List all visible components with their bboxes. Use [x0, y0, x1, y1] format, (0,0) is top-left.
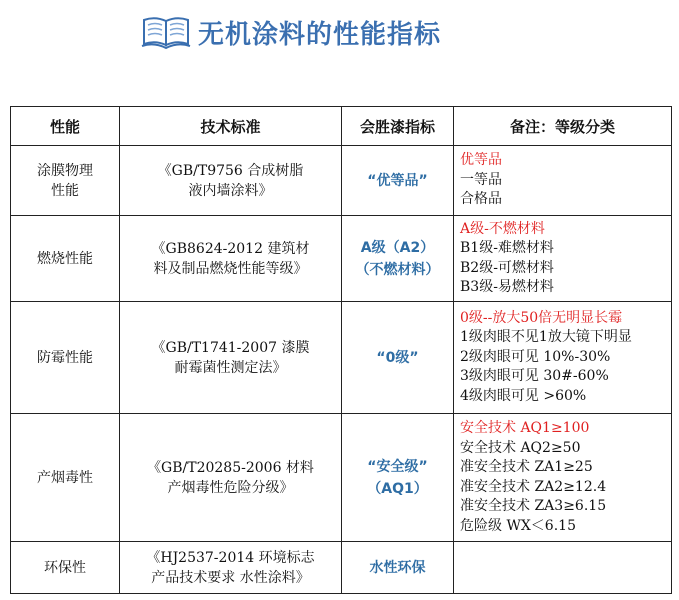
grade-item: 3级肉眼可见 30#-60% — [460, 368, 609, 385]
grade-item: 危险级 WX＜6.15 — [460, 517, 576, 534]
notes-cell — [454, 146, 672, 216]
performance-table — [10, 106, 672, 594]
standard-cell-line: 《GB/T20285-2006 材料 — [147, 459, 314, 476]
table-row — [11, 216, 672, 302]
property-cell — [11, 216, 120, 302]
property-cell — [11, 542, 120, 594]
standard-cell-line: 《GB8624-2012 建筑材 — [151, 240, 310, 257]
index-cell — [342, 302, 454, 414]
property-cell-line: 涂膜物理 — [37, 162, 93, 179]
index-cell — [342, 414, 454, 542]
notes-cell — [454, 542, 672, 594]
grade-item: 1级肉眼不见1放大镜下明显 — [460, 329, 632, 346]
property-cell — [11, 146, 120, 216]
table-row — [11, 146, 672, 216]
index-cell-line: “安全级” — [367, 458, 428, 475]
grade-item: 0级--放大50倍无明显长霉 — [460, 309, 623, 326]
grade-item: 准安全技术 ZA2≥12.4 — [460, 478, 607, 495]
page-header — [140, 12, 441, 52]
grade-item: 准安全技术 ZA3≥6.15 — [460, 498, 607, 514]
standard-cell — [120, 146, 342, 216]
grade-item: 安全技术 AQ2≥50 — [460, 439, 581, 456]
notes-cell — [454, 414, 672, 542]
table-row — [11, 302, 672, 414]
notes-cell — [454, 216, 672, 302]
property-cell-line: 燃烧性能 — [37, 250, 93, 267]
table-row — [11, 414, 672, 542]
index-cell-line: “0级” — [376, 349, 419, 366]
header-notes: 备注：等级分类 — [454, 107, 672, 146]
standard-cell-line: 产品技术要求 水性涂料》 — [151, 569, 310, 586]
header-standard: 技术标准 — [120, 107, 342, 146]
grade-item: 准安全技术 ZA1≥25 — [460, 459, 593, 475]
header-index: 会胜漆指标 — [342, 107, 454, 146]
page-title: 无机涂料的性能指标 — [198, 19, 442, 50]
property-cell — [11, 302, 120, 414]
grade-item: 合格品 — [460, 191, 502, 208]
grade-item: B1级-难燃材料 — [460, 240, 554, 256]
property-cell-line: 性能 — [51, 182, 79, 199]
notes-cell — [454, 302, 672, 414]
standard-cell — [120, 414, 342, 542]
table-header-row — [11, 107, 672, 146]
standard-cell-line: 产烟毒性危险分级》 — [167, 479, 294, 496]
grade-item: 2级肉眼可见 10%-30% — [460, 348, 611, 365]
property-cell-line: 产烟毒性 — [37, 469, 93, 486]
index-cell-line: （AQ1） — [367, 480, 428, 497]
standard-cell-line: 《GB/T1741-2007 漆膜 — [151, 339, 310, 356]
table-row — [11, 542, 672, 594]
standard-cell-line: 《HJ2537-2014 环境标志 — [146, 549, 315, 566]
property-cell-line: 防霉性能 — [37, 349, 93, 366]
standard-cell-line: 耐霉菌性测定法》 — [174, 359, 287, 376]
property-cell-line: 环保性 — [44, 559, 86, 576]
index-cell-line: （不燃材料） — [355, 261, 440, 278]
grade-item: B3级-易燃材料 — [460, 279, 554, 295]
grade-item: 一等品 — [460, 171, 502, 188]
header-property: 性能 — [11, 107, 120, 146]
grade-item: 优等品 — [460, 152, 502, 169]
index-cell — [342, 216, 454, 302]
standard-cell — [120, 216, 342, 302]
standard-cell — [120, 542, 342, 594]
standard-cell-line: 料及制品燃烧性能等级》 — [153, 260, 308, 277]
grade-item: 4级肉眼可见 >60% — [460, 387, 587, 404]
open-book-icon — [140, 14, 192, 50]
index-cell-line: A级（A2） — [360, 239, 435, 256]
standard-cell-line: 液内墙涂料》 — [188, 182, 273, 199]
index-cell-line: 水性环保 — [369, 559, 426, 576]
index-cell-line: “优等品” — [367, 172, 428, 189]
standard-cell — [120, 302, 342, 414]
standard-cell-line: 《GB/T9756 合成树脂 — [157, 162, 304, 179]
index-cell — [342, 146, 454, 216]
grade-item: 安全技术 AQ1≥100 — [460, 420, 590, 436]
grade-item: B2级-可燃材料 — [460, 259, 554, 276]
grade-item: A级-不燃材料 — [460, 220, 545, 237]
property-cell — [11, 414, 120, 542]
index-cell — [342, 542, 454, 594]
